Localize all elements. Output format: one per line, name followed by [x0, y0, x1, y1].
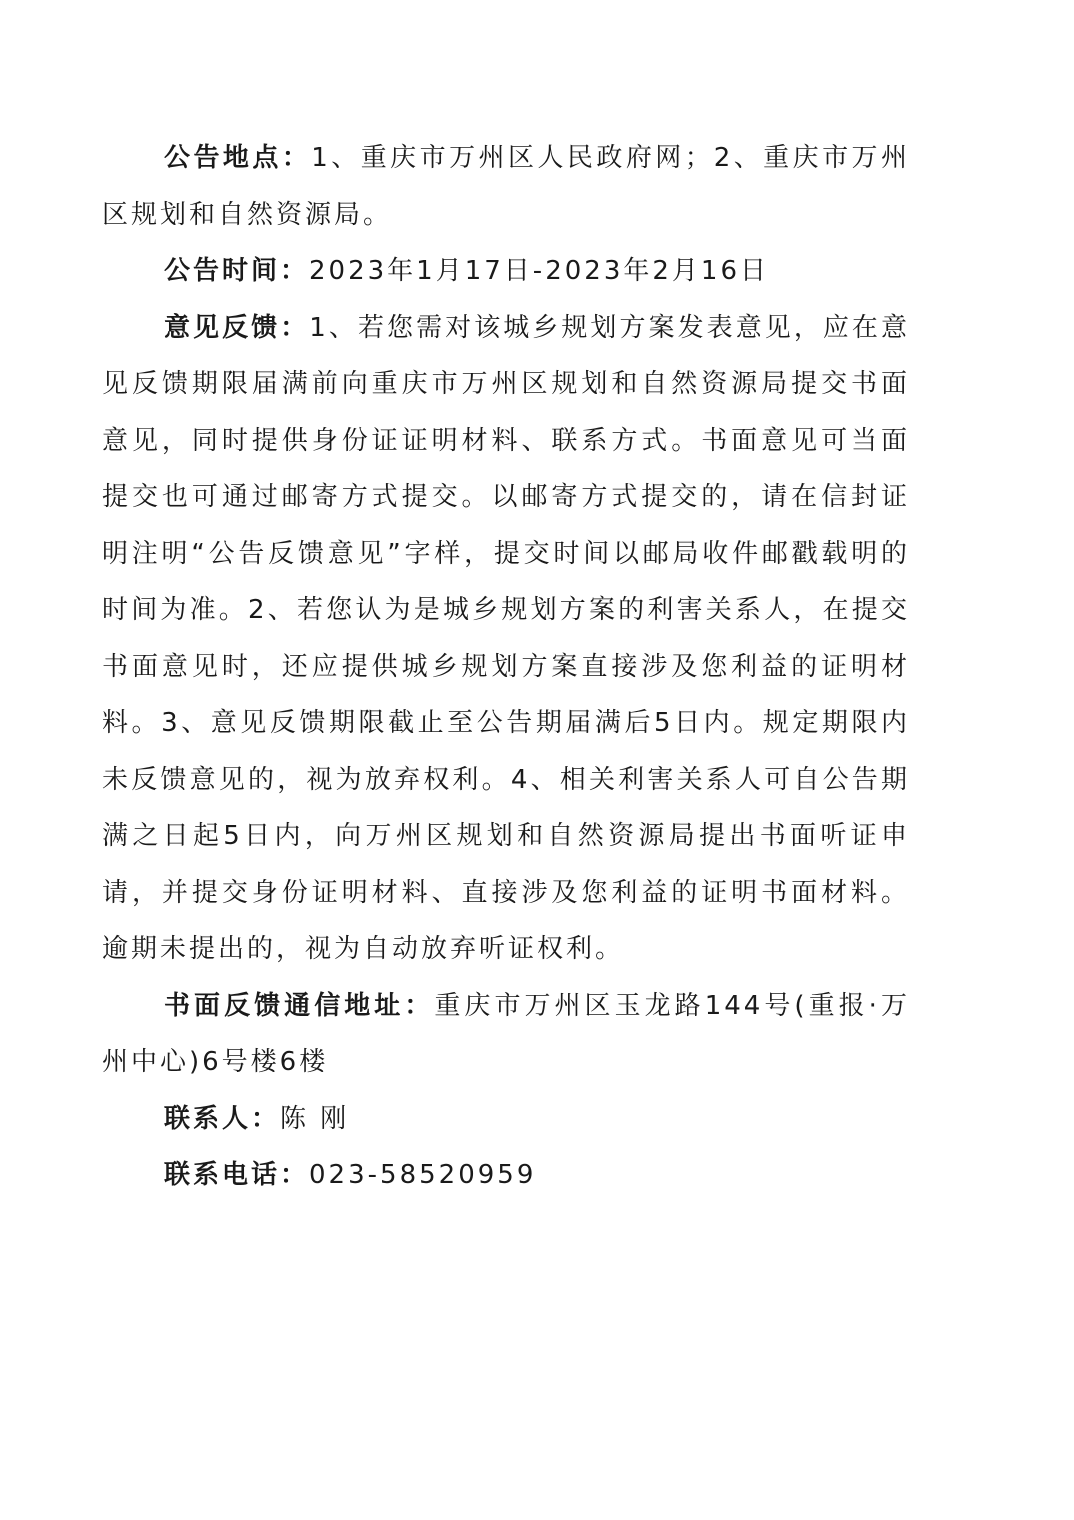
- notice-address-label: 书面反馈通信地址：: [164, 990, 435, 1021]
- notice-address: [102, 978, 910, 1091]
- notice-contact-text: 陈 刚: [280, 1103, 350, 1134]
- notice-location: [102, 130, 910, 243]
- notice-time-label: 公告时间：: [164, 256, 310, 286]
- notice-contact: [102, 1091, 910, 1148]
- notice-location-label: 公告地点：: [164, 143, 312, 173]
- notice-time: [102, 243, 910, 300]
- notice-feedback-label: 意见反馈：: [164, 312, 310, 343]
- notice-feedback: [102, 300, 910, 978]
- notice-address-text: 重庆市万州区玉龙路144号(重报·万州中心)6号楼6楼: [102, 990, 910, 1077]
- notice-phone: [102, 1147, 910, 1204]
- notice-location-text: 1、重庆市万州区人民政府网；2、重庆市万州区规划和自然资源局。: [102, 143, 910, 230]
- notice-contact-label: 联系人：: [164, 1103, 281, 1134]
- notice-feedback-text: 1、若您需对该城乡规划方案发表意见，应在意见反馈期限届满前向重庆市万州区规划和自然资源局提交书面意见，同时提供身份证证明材料、联系方式。书面意见可当面提交也可通过邮寄方式提交。以邮寄方式提交的，请在信封证明注明“公告反馈意见”字样，提交时间以邮局收件邮戳载明的时间为准。2、若您认为是城乡规划方案的利害关系人，在提交书面意见时，还应提供城乡规划方案直接涉及您利益的证明材料。3、意见反馈期限截止至公告期届满后5日内。规定期限内未反馈意见的，视为放弃权利。4、相关利害关系人可自公告期满之日起5日内，向万州区规划和自然资源局提出书面听证申请，并提交身份证明材料、直接涉及您利益的证明书面材料。逾期未提出的，视为自动放弃听证权利。: [102, 312, 910, 964]
- notice-time-text: 2023年1月17日-2023年2月16日: [309, 256, 769, 286]
- notice-phone-text: 023-58520959: [309, 1160, 537, 1190]
- notice-document: [102, 130, 910, 1204]
- notice-phone-label: 联系电话：: [164, 1160, 310, 1190]
